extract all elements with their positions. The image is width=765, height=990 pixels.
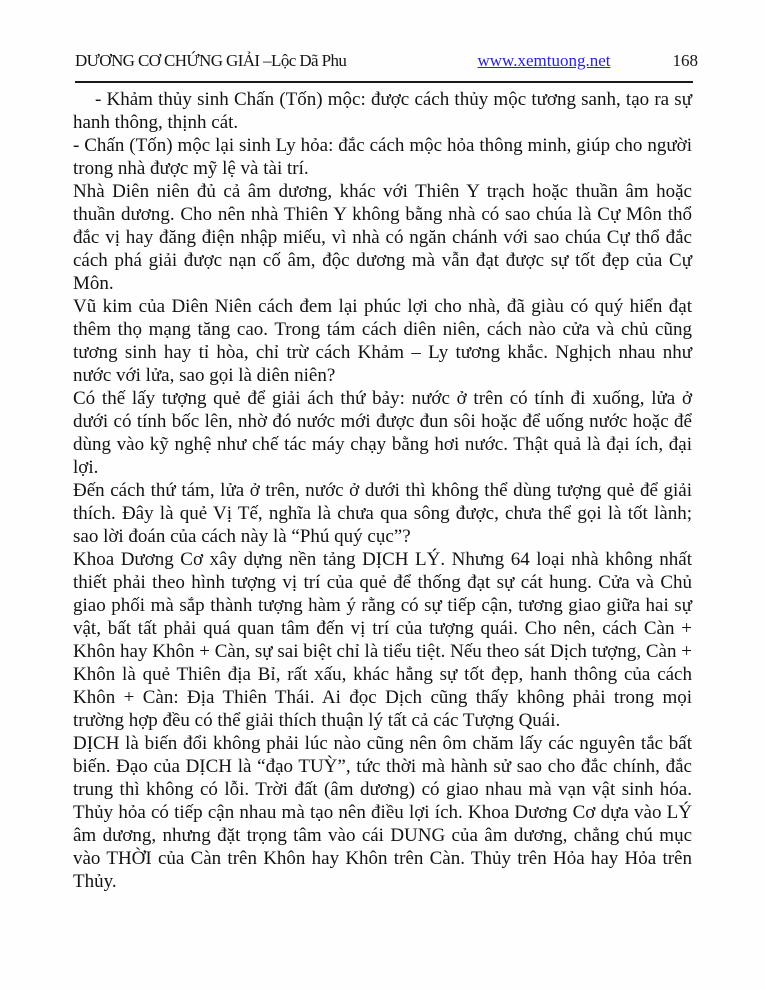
paragraph-dich-la-bien-doi: DỊCH là biến đổi không phải lúc nào cũng nên ôm chăm lấy các nguyên tắc bất biến. Đạo của DỊCH là “đạo TUỲ”, tức thời mà hành sử sao cho đắc chính, đắc trung thì không có lỗi. Trời đất (âm dương) có giao nhau mà vạn vật sinh hóa. Thủy hỏa có tiếp cận nhau mà tạo nên điều lợi ích. Khoa Dương Cơ dựa vào LÝ âm dương, nhưng đặt trọng tâm vào cái DUNG của âm dương, chẳng chú mục vào THỜI của Càn trên Khôn hay Khôn trên Càn. Thủy trên Hỏa hay Hỏa trên Thủy. xyxy=(73,733,692,892)
paragraph-chan-sinh-ly: - Chấn (Tốn) mộc lại sinh Ly hỏa: đắc cách mộc hỏa thông minh, giúp cho người trong nhà được mỹ lệ và tài trí. xyxy=(73,135,692,179)
document-body xyxy=(73,88,692,893)
paragraph-kham-sinh-chan: - Khảm thủy sinh Chấn (Tốn) mộc: được cách thủy mộc tương sanh, tạo ra sự hanh thông, thịnh cát. xyxy=(73,89,692,133)
page-header xyxy=(75,50,698,72)
paragraph-cach-thu-tam: Đến cách thứ tám, lửa ở trên, nước ở dưới thì không thể dùng tượng quẻ để giải thích. Đây là quẻ Vị Tế, nghĩa là chưa qua sông được, chưa thể gọi là tốt lành; sao lời đoán của cách này là “Phú quý cục”? xyxy=(73,480,692,547)
page-number: 168 xyxy=(672,51,698,70)
header-divider xyxy=(75,81,693,83)
document-title: DƯƠNG CƠ CHỨNG GIẢI –Lộc Dã Phu xyxy=(75,51,347,70)
paragraph-khoa-duong-co-dich-ly: Khoa Dương Cơ xây dựng nền tảng DỊCH LÝ. Nhưng 64 loại nhà không nhất thiết phải theo hình tượng vị trí của quẻ để thống đạt sự cát hung. Cửa và Chủ giao phối mà sắp thành tượng hàm ý rằng có sự tiếp cận, tương giao giữa hai sự vật, bất tất phải quá quan tâm đến vị trí của tượng quái. Cho nên, cách Càn + Khôn hay Khôn + Càn, sự sai biệt chỉ là tiểu tiệt. Nếu theo sát Dịch tượng, Càn + Khôn là quẻ Thiên địa Bỉ, rất xấu, khác hẳng sự tốt đẹp, hanh thông của cách Khôn + Càn: Địa Thiên Thái. Ai đọc Dịch cũng thấy không phải trong mọi trường hợp đều có thể giải thích thuận lý tất cả các Tượng Quái. xyxy=(73,549,692,731)
paragraph-vu-kim: Vũ kim của Diên Niên cách đem lại phúc lợi cho nhà, đã giàu có quý hiển đạt thêm thọ mạng tăng cao. Trong tám cách diên niên, cách nào cửa và chủ cũng tương sinh hay tỉ hòa, chỉ trừ cách Khảm – Ly tương khắc. Nghịch nhau như nước với lửa, sao gọi là diên niên? xyxy=(73,296,692,386)
paragraph-tuong-que-giai-ach: Có thế lấy tượng quẻ để giải ách thứ bảy: nước ở trên có tính đi xuống, lửa ở dưới có tính bốc lên, nhờ đó nước mới được đun sôi hoặc để uống nước hoặc để dùng vào kỹ nghệ như chế tác máy chạy bằng hơi nước. Thật quả là đại ích, đại lợi. xyxy=(73,388,692,478)
paragraph-nha-dien-nien: Nhà Diên niên đủ cả âm dương, khác với Thiên Y trạch hoặc thuần âm hoặc thuần dương. Cho nên nhà Thiên Y không bằng nhà có sao chúa là Cự Môn thổ đắc vị hay đăng điện nhập miếu, vì nhà có ngăn chánh với sao chúa Cự thổ đắc cách phá giải được nạn cố âm, độc dương mà vẫn đạt được sự tốt đẹp của Cự Môn. xyxy=(73,181,692,294)
website-link[interactable]: www.xemtuong.net xyxy=(477,51,611,70)
